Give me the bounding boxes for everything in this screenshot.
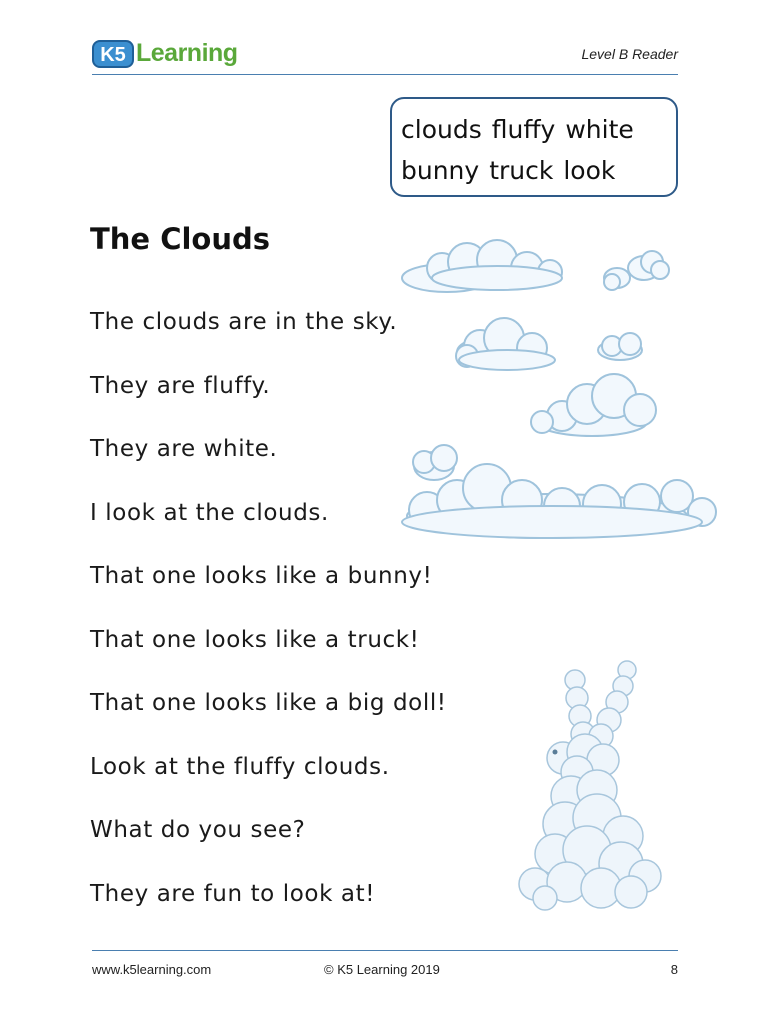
cloud-shape <box>413 445 457 480</box>
vocab-word: truck <box>489 156 554 185</box>
level-label: Level B Reader <box>581 46 678 62</box>
vocabulary-row <box>401 109 668 150</box>
vocab-word: clouds <box>401 115 482 144</box>
story-line: They are fun to look at! <box>90 880 376 907</box>
bunny-body <box>519 770 661 910</box>
story-line: Look at the fluffy clouds. <box>90 753 390 780</box>
cloud-shape <box>628 251 669 280</box>
bunny-eye <box>553 750 558 755</box>
bunny-cloud-illustration <box>505 640 685 915</box>
header-divider <box>92 74 678 75</box>
clouds-illustration <box>372 210 724 550</box>
vocabulary-row <box>401 150 668 191</box>
vocabulary-box <box>390 97 678 197</box>
cloud-shape <box>531 374 656 436</box>
logo-wordmark: Learning <box>136 39 238 67</box>
story-line: They are white. <box>90 436 278 462</box>
footer-divider <box>92 950 678 951</box>
cloud-shape <box>402 240 562 292</box>
cloud-shape <box>456 318 555 370</box>
story-line: I look at the clouds. <box>90 499 329 526</box>
vocab-word: white <box>565 115 634 144</box>
page-number: 8 <box>670 962 678 977</box>
story-line: That one looks like a big doll! <box>90 690 447 716</box>
footer-url: www.k5learning.com <box>92 962 212 977</box>
story-line: They are fluffy. <box>90 372 271 399</box>
cloud-shape <box>604 268 630 290</box>
story-line: What do you see? <box>90 817 306 843</box>
vocab-word: bunny <box>401 156 480 185</box>
story-line: That one looks like a truck! <box>90 626 420 653</box>
vocab-word: fluffy <box>491 115 556 144</box>
cloud-shape <box>598 333 642 360</box>
bunny-ear-right <box>589 661 636 748</box>
story-line: That one looks like a bunny! <box>90 563 433 589</box>
footer-copyright: © K5 Learning 2019 <box>324 962 440 977</box>
k5-learning-logo <box>92 36 238 72</box>
logo-k5-badge: K5 <box>92 40 134 68</box>
story-title: The Clouds <box>90 222 271 256</box>
vocab-word: look <box>563 156 616 185</box>
story-line: The clouds are in the sky. <box>90 309 398 335</box>
